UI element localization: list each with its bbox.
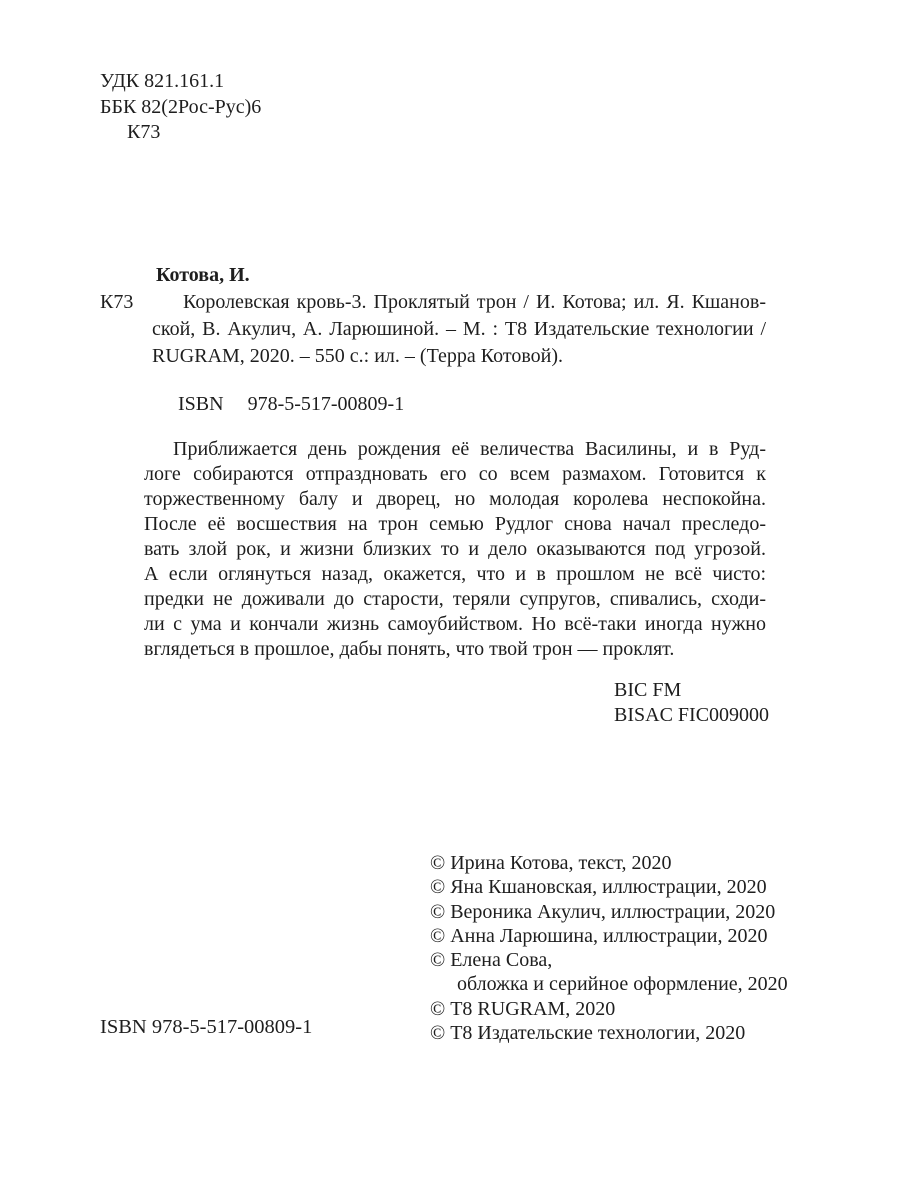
biblio-line: RUGRAM, 2020. – 550 с.: ил. – (Терра Котовой).: [152, 345, 564, 367]
classification-block: [100, 69, 261, 146]
isbn-label: ISBN: [178, 393, 224, 415]
annotation-line: вать злой рок, и жизни близких то и дело оказываются под угрозой.: [144, 538, 766, 560]
annotation-line: предки не доживали до старости, теряли супругов, спивались, сходи-: [144, 588, 766, 610]
author-sign: К73: [127, 121, 161, 143]
udk-number: УДК 821.161.1: [100, 70, 225, 92]
annotation-line: ли с ума и кончали жизнь самоубийством. Но всё-таки иногда нужно: [144, 613, 766, 635]
bisac-code: BISAC FIC009000: [614, 704, 770, 726]
copyright-line: © Т8 Издательские технологии, 2020: [430, 1022, 746, 1045]
biblio-line: Королевская кровь-3. Проклятый трон / И. Котова; ил. Я. Кшанов-: [183, 291, 766, 313]
copyright-line: © Яна Кшановская, иллюстрации, 2020: [430, 876, 767, 899]
isbn-record: [178, 391, 404, 417]
bic-code: BIC FM: [614, 679, 682, 701]
annotation-line: логе собираются отпраздновать его со всем размахом. Готовится к: [144, 463, 766, 485]
biblio-margin-code: К73: [100, 291, 134, 313]
annotation-line: торжественному балу и дворец, но молодая королева неспокойна.: [144, 488, 766, 510]
annotation-paragraph: [144, 437, 766, 662]
copyright-line: © Елена Сова,: [430, 949, 553, 972]
annotation-line: А если оглянуться назад, окажется, что и в прошлом не всё чисто:: [144, 563, 766, 585]
copyright-line: © Анна Ларюшина, иллюстрации, 2020: [430, 924, 768, 947]
copyright-line: © Вероника Акулич, иллюстрации, 2020: [430, 900, 776, 923]
isbn-value: 978-5-517-00809-1: [247, 393, 405, 415]
copyright-block: [430, 851, 788, 1045]
annotation-line: Приближается день рождения её величества Василины, и в Руд-: [173, 438, 766, 460]
biblio-author: Котова, И.: [156, 264, 250, 286]
isbn-bottom: ISBN 978-5-517-00809-1: [100, 1016, 313, 1038]
copyright-line: обложка и серийное оформление, 2020: [457, 973, 788, 996]
bibliographic-record: [100, 262, 766, 370]
biblio-line: ской, В. Акулич, А. Ларюшиной. – М. : Т8 Издательские технологии /: [152, 318, 766, 340]
copyright-line: © Ирина Котова, текст, 2020: [430, 852, 672, 874]
annotation-line: После её восшествия на трон семью Рудлог снова начал преследо-: [144, 513, 766, 535]
copyright-line: © Т8 RUGRAM, 2020: [430, 997, 616, 1020]
bbk-number: ББК 82(2Рос-Рус)6: [100, 95, 262, 118]
annotation-line: вглядеться в прошлое, дабы понять, что твой трон — проклят.: [144, 638, 675, 660]
trade-category-codes: [614, 678, 769, 728]
